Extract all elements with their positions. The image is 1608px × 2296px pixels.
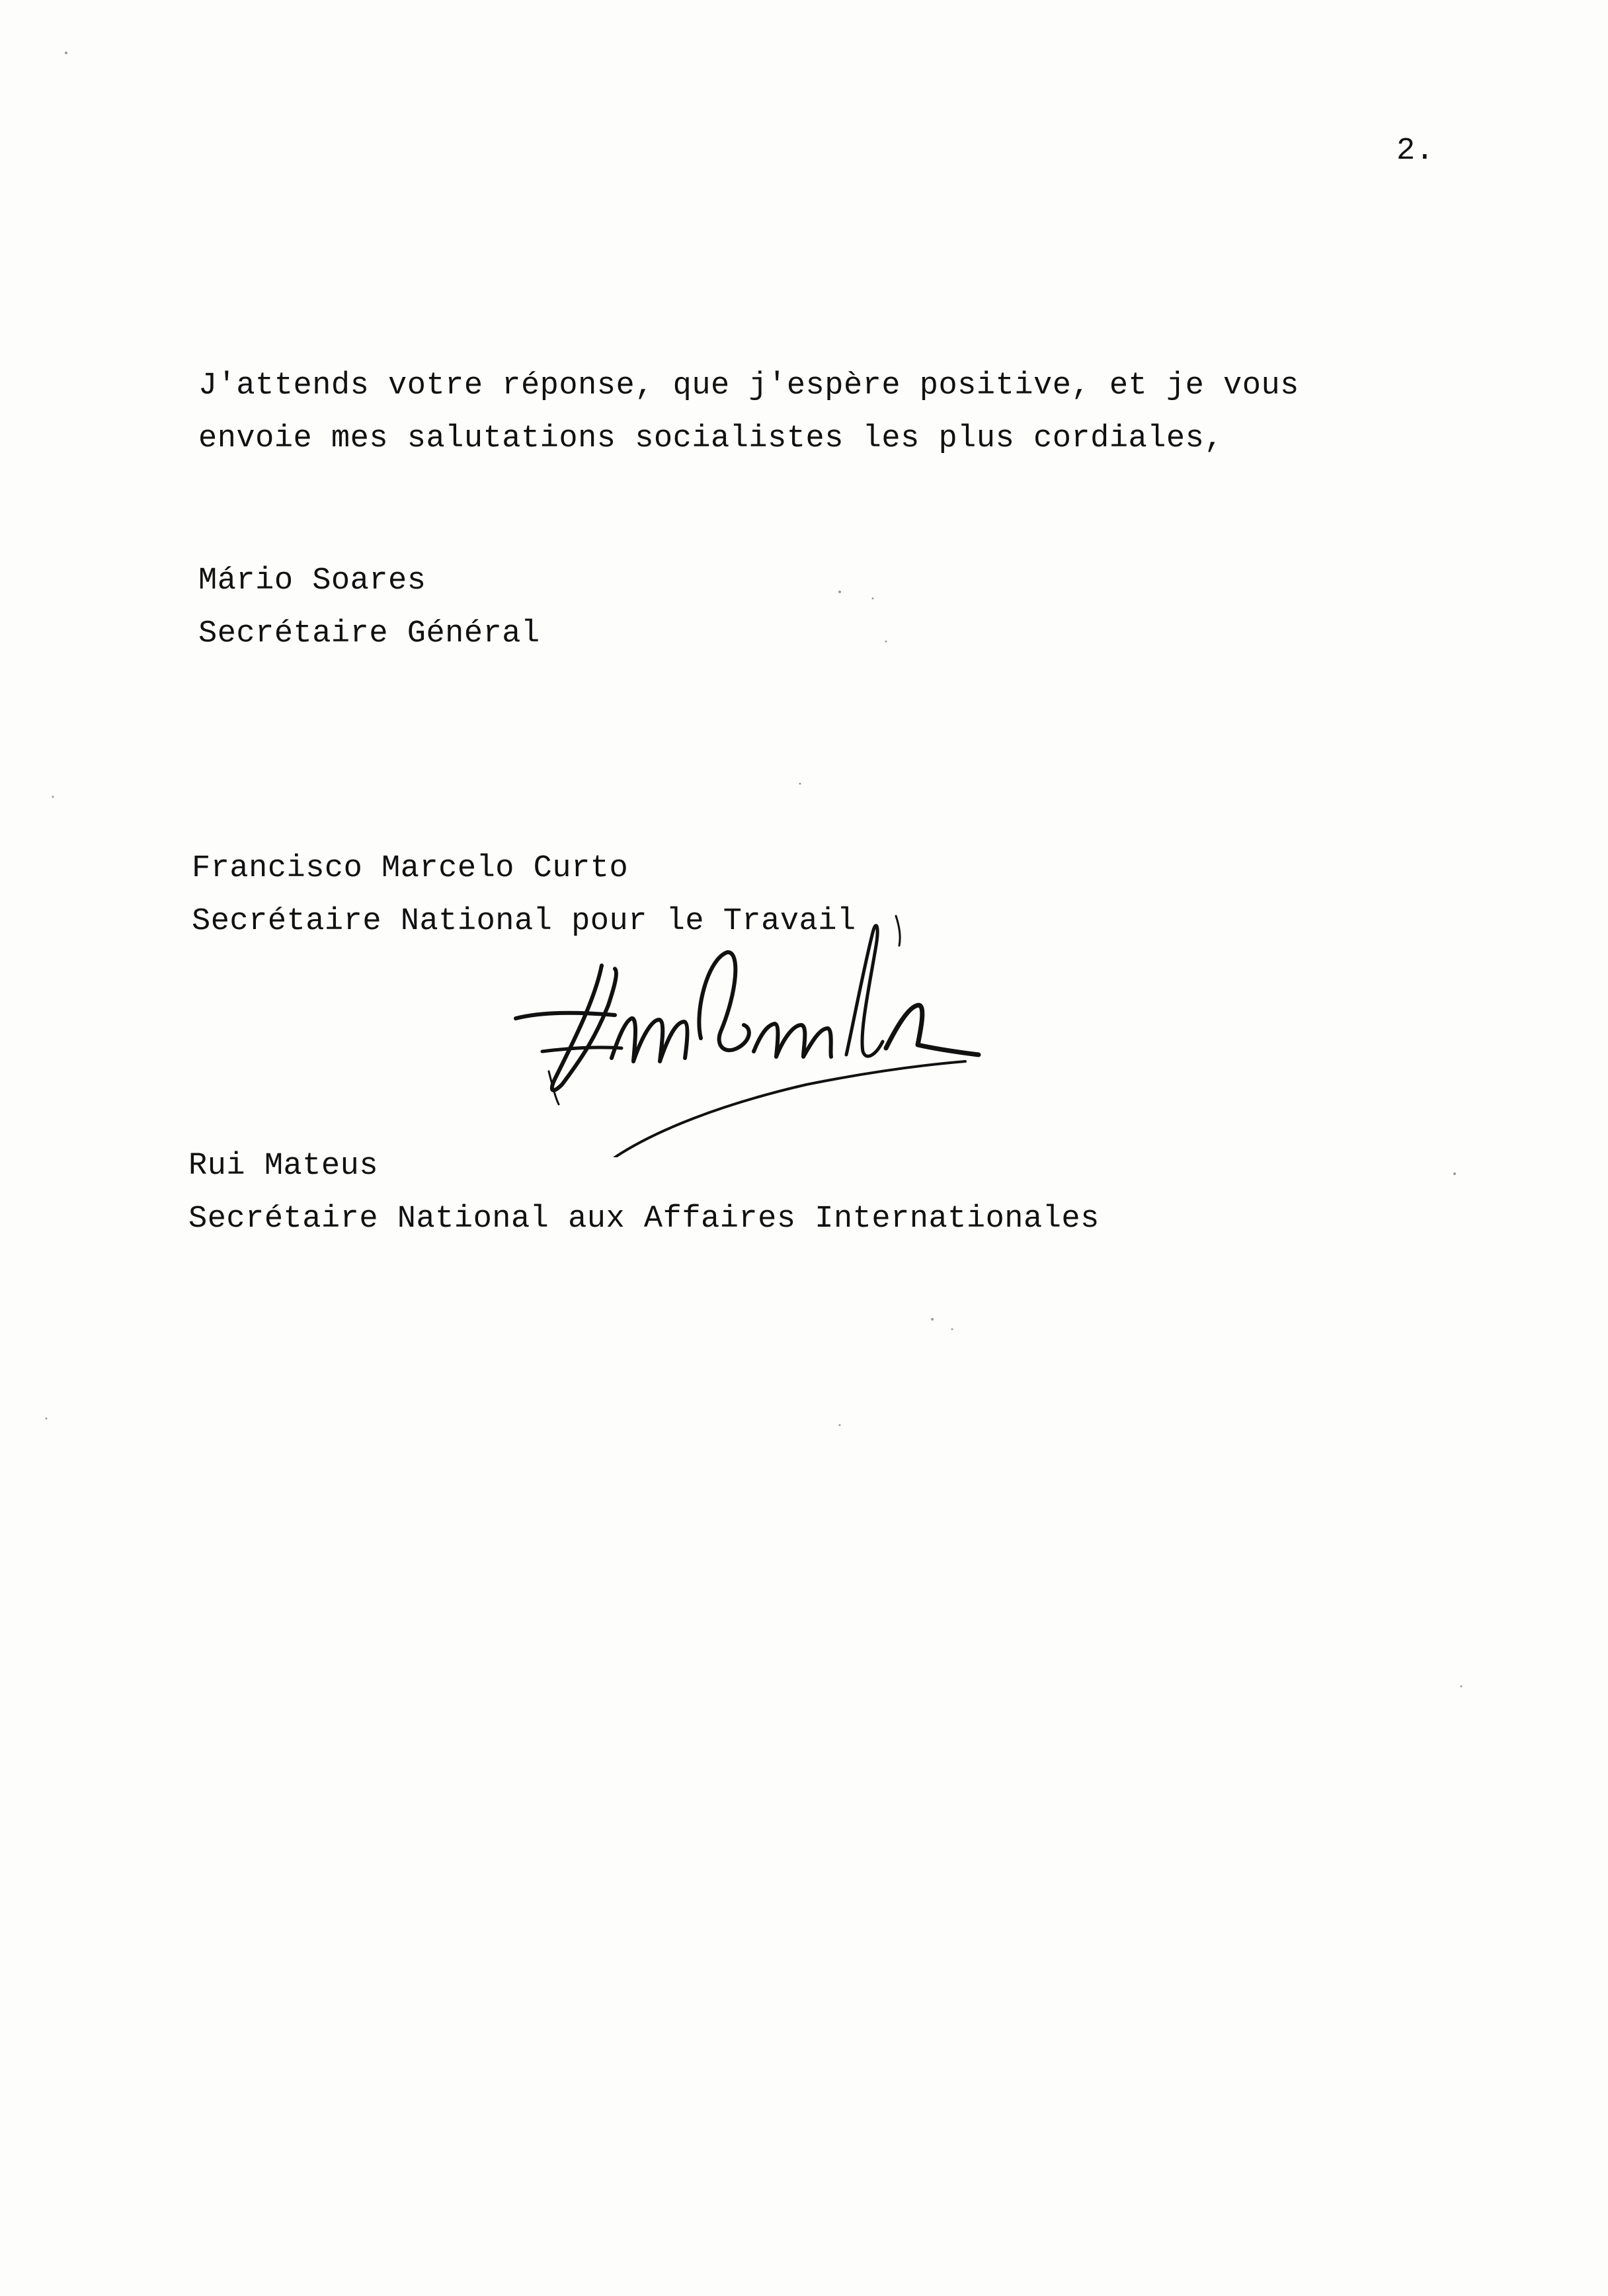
page-number: 2.	[1396, 134, 1435, 169]
closing-line-1: J'attends votre réponse, que j'espère positive, et je vous	[198, 368, 1299, 403]
signatory-name: Francisco Marcelo Curto	[192, 851, 629, 886]
handwritten-signature	[502, 906, 1005, 1157]
closing-line-2: envoie mes salutations socialistes les plus cordiales,	[198, 421, 1224, 456]
signatory-title: Secrétaire National pour le Travail	[192, 904, 856, 939]
signatory-name: Rui Mateus	[188, 1149, 379, 1184]
signatory-title: Secrétaire National aux Affaires Internationales	[188, 1202, 1100, 1237]
signatory-name: Mário Soares	[198, 563, 426, 598]
signatory-title: Secrétaire Général	[198, 616, 540, 651]
